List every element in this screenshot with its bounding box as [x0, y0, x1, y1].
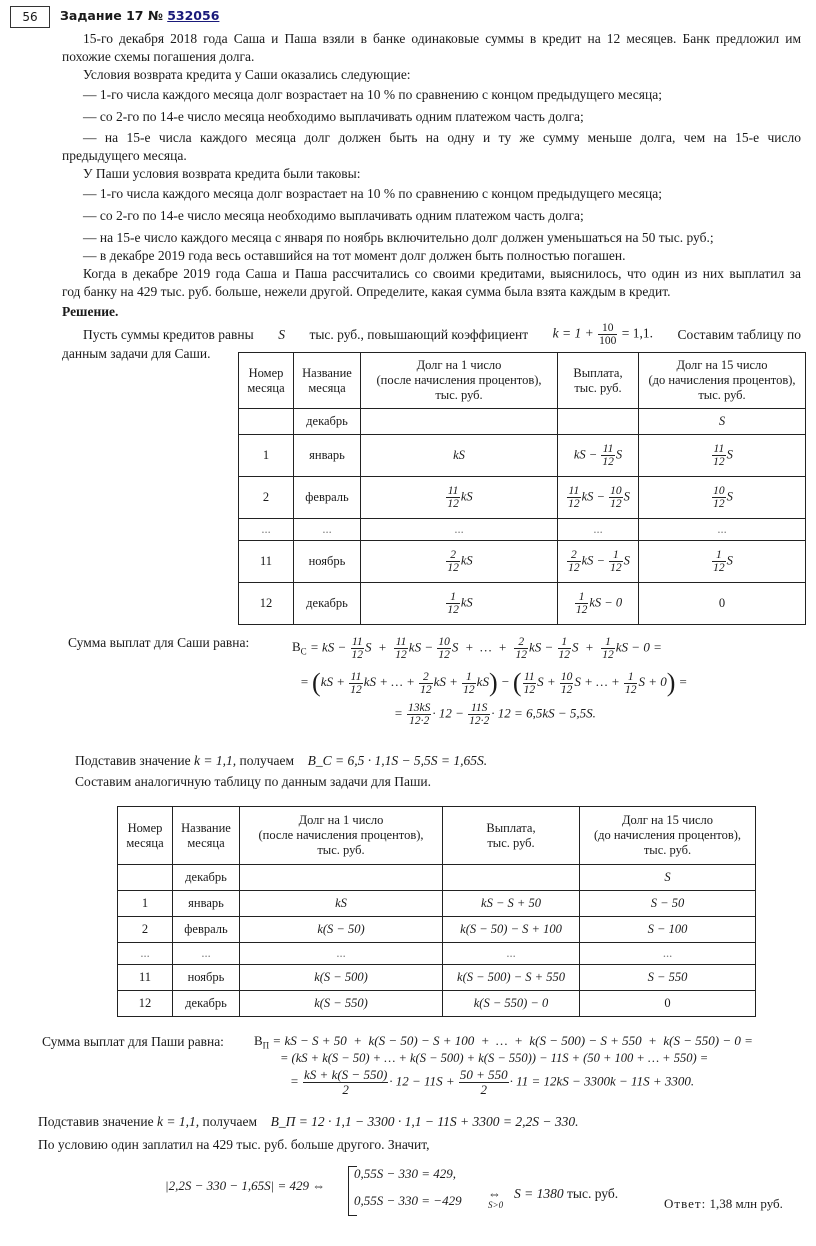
- fraction-denominator: 100: [599, 335, 617, 347]
- task-title: [60, 8, 219, 23]
- problem-line-1: 15-го декабря 2018 года Саша и Паша взяли в банке одинаковые суммы в кредит на 12 месяцев. Банк предложил им: [83, 31, 801, 46]
- cell-month: декабрь: [294, 583, 361, 625]
- problem-line-4: — 1-го числа каждого месяца долг возрастает на 10 % по сравнению с концом предыдущего месяца;: [83, 87, 662, 102]
- cell-debt1: $\frac{1}{12}$ kS: [361, 583, 558, 625]
- cell-month: декабрь: [294, 409, 361, 435]
- cell-debt15: 0: [639, 583, 806, 625]
- cell-month: январь: [294, 435, 361, 477]
- table-header-row: [239, 353, 806, 409]
- cell-month: февраль: [294, 477, 361, 519]
- condition-line: По условию один заплатил на 429 тыс. руб. больше другого. Значит,: [38, 1137, 430, 1152]
- subst-get: получаем: [239, 753, 295, 768]
- sasha-equation-2: = (kS + $\frac{11}{12}$ kS + … + $\frac{2}{12}$ kS + $\frac{1}{12}$ kS) − ( $\frac{11}{12}$ S + $\frac{10}{12}$ S + … + $\frac{1}{12}$ S + 0) =: [300, 668, 688, 697]
- intro-formula: [553, 322, 653, 347]
- header-month-name: Название месяца: [173, 807, 240, 865]
- cell-payment: k(S − 550) − 0: [443, 991, 580, 1017]
- cell-payment: k(S − 500) − S + 550: [443, 965, 580, 991]
- cell-month: ...: [294, 519, 361, 541]
- cell-debt1: $\frac{2}{12}$ kS: [361, 541, 558, 583]
- intro-text-c: Составим таблицу по: [677, 326, 801, 342]
- problem-number-box: 56: [10, 6, 50, 28]
- intro-fraction: [598, 322, 617, 347]
- cell-month: февраль: [173, 917, 240, 943]
- table-row: [118, 965, 756, 991]
- table-row: [118, 917, 756, 943]
- intro-formula-rhs: = 1,1.: [621, 325, 653, 341]
- cell-month: январь: [173, 891, 240, 917]
- cell-month: декабрь: [173, 991, 240, 1017]
- final-result-unit: тыс. руб.: [567, 1186, 619, 1201]
- cell-payment: ...: [443, 943, 580, 965]
- subst-label: Подставив значение: [75, 753, 191, 768]
- cell-debt15: S: [580, 865, 756, 891]
- intro-formula-lhs: k = 1 +: [552, 325, 594, 341]
- problem-line-8: У Паши условия возврата кредита были таковы:: [83, 166, 361, 181]
- header-debt-1st: Долг на 1 число (после начисления процентов), тыс. руб.: [240, 807, 443, 865]
- cell-payment: $\frac{2}{12}$ kS − $\frac{1}{12}$ S: [558, 541, 639, 583]
- table-row-ellipsis: [118, 943, 756, 965]
- cell-num: 1: [239, 435, 294, 477]
- cell-debt15: 0: [580, 991, 756, 1017]
- cell-payment: kS − $\frac{11}{12}$ S: [558, 435, 639, 477]
- task-id-link[interactable]: 532056: [167, 8, 220, 23]
- problem-line-13: Когда в декабре 2019 года Саша и Паша рассчитались со своими кредитами, выяснилось, что один из них выплатил за: [83, 266, 801, 281]
- cell-debt15: S − 550: [580, 965, 756, 991]
- cell-debt1: [240, 865, 443, 891]
- pasha-table-intro: Составим аналогичную таблицу по данным задачи для Паши.: [75, 774, 431, 789]
- table-row: [118, 865, 756, 891]
- table-row: [239, 583, 806, 625]
- cell-num: [239, 409, 294, 435]
- pasha-result: B_П = 12 · 1,1 − 3300 · 1,1 − 11S + 3300 = 2,2S − 330.: [270, 1114, 579, 1129]
- pasha-sum-label: Сумма выплат для Паши равна:: [42, 1034, 224, 1049]
- cell-num: ...: [118, 943, 173, 965]
- cell-debt15: $\frac{10}{12}$ S: [639, 477, 806, 519]
- cell-debt1: k(S − 500): [240, 965, 443, 991]
- problem-line-5: — со 2-го по 14-е число месяца необходимо выплачивать одним платежом часть долга;: [83, 109, 584, 124]
- table-row: [239, 409, 806, 435]
- table-row-ellipsis: [239, 519, 806, 541]
- cell-debt1: kS: [361, 435, 558, 477]
- cell-debt15: $\frac{11}{12}$ S: [639, 435, 806, 477]
- sasha-result: B_C = 6,5 · 1,1S − 5,5S = 1,65S.: [307, 753, 488, 768]
- cell-num: 2: [239, 477, 294, 519]
- subst-label: Подставив значение: [38, 1114, 154, 1129]
- cell-debt15: S − 50: [580, 891, 756, 917]
- cell-debt15: ...: [580, 943, 756, 965]
- cell-payment: $\frac{11}{12}$ kS − $\frac{10}{12}$ S: [558, 477, 639, 519]
- cell-payment: [558, 409, 639, 435]
- problem-line-9: — 1-го числа каждого месяца долг возрастает на 10 % по сравнению с концом предыдущего месяца;: [83, 186, 662, 201]
- subst-k: k = 1,1,: [156, 1114, 200, 1129]
- sasha-equation-1: $B_C$ = kS − $\frac{11}{12}$ S + $\frac{11}{12}$ kS − $\frac{10}{12}$ S + … + $\frac{2}{12}$ kS − $\frac{1}{12}$ S + $\frac{1}{12}$ kS − 0 =: [292, 636, 662, 661]
- header-debt-1st: Долг на 1 число (после начисления процентов), тыс. руб.: [361, 353, 558, 409]
- header-debt-15th: Долг на 15 число (до начисления процентов), тыс. руб.: [639, 353, 806, 409]
- intro-text-a: Пусть суммы кредитов равны: [83, 326, 254, 342]
- pasha-table: [117, 806, 756, 1017]
- problem-line-3: Условия возврата кредита у Саши оказались следующие:: [83, 67, 411, 82]
- table-row: [118, 991, 756, 1017]
- cell-month: декабрь: [173, 865, 240, 891]
- header-month-name: Название месяца: [294, 353, 361, 409]
- subst-k: k = 1,1,: [193, 753, 237, 768]
- cell-debt15: S: [639, 409, 806, 435]
- cell-debt1: $\frac{11}{12}$ kS: [361, 477, 558, 519]
- final-case-2: 0,55S − 330 = −429: [354, 1193, 462, 1208]
- cell-num: ...: [239, 519, 294, 541]
- cell-payment: kS − S + 50: [443, 891, 580, 917]
- cell-debt15: S − 100: [580, 917, 756, 943]
- cell-num: 12: [239, 583, 294, 625]
- problem-line-11: — на 15-е число каждого месяца с января по ноябрь включительно долг должен уменьшаться на 50 тыс. руб.;: [83, 230, 714, 245]
- table-row: [239, 541, 806, 583]
- cell-num: 11: [118, 965, 173, 991]
- intro-text-d: данным задачи для Саши.: [62, 346, 211, 361]
- problem-line-2: похожие схемы погашения долга.: [62, 49, 255, 64]
- table-row: [239, 435, 806, 477]
- answer-value: 1,38 млн руб.: [709, 1196, 783, 1211]
- cell-payment: $\frac{1}{12}$ kS − 0: [558, 583, 639, 625]
- subst-get: получаем: [202, 1114, 258, 1129]
- cell-month: ноябрь: [173, 965, 240, 991]
- cell-num: 1: [118, 891, 173, 917]
- cell-debt1: ...: [240, 943, 443, 965]
- cell-month: ноябрь: [294, 541, 361, 583]
- problem-line-10: — со 2-го по 14-е число месяца необходимо выплачивать одним платежом часть долга;: [83, 208, 584, 223]
- header-payment: Выплата, тыс. руб.: [558, 353, 639, 409]
- cell-payment: [443, 865, 580, 891]
- problem-line-12: — в декабре 2019 года весь оставшийся на тот момент долг должен быть полностью погашен.: [83, 248, 626, 263]
- problem-line-7: предыдущего месяца.: [62, 148, 187, 163]
- cell-num: 2: [118, 917, 173, 943]
- problem-line-14: год банку на 429 тыс. руб. больше, нежели другой. Определите, какая сумма была взята каждым в кредит.: [62, 284, 671, 299]
- cell-debt1: [361, 409, 558, 435]
- sasha-equation-3: = $\frac{13kS}{12\cdot 2}$ · 12 − $\frac{11S}{12\cdot 2}$ · 12 = 6,5kS − 5,5S.: [394, 702, 596, 727]
- pasha-substitution: [38, 1113, 578, 1131]
- answer: [664, 1196, 783, 1212]
- cell-debt1: k(S − 50): [240, 917, 443, 943]
- final-lhs: |2,2S − 330 − 1,65S| = 429 ⇔: [165, 1178, 326, 1193]
- fraction-numerator: 10: [598, 322, 617, 335]
- cell-debt1: k(S − 550): [240, 991, 443, 1017]
- final-case-1: 0,55S − 330 = 429,: [354, 1166, 457, 1181]
- cell-num: 11: [239, 541, 294, 583]
- cell-payment: k(S − 50) − S + 100: [443, 917, 580, 943]
- sasha-sum-label: Сумма выплат для Саши равна:: [68, 635, 250, 650]
- intro-text-b: тыс. руб., повышающий коэффициент: [309, 326, 529, 342]
- pasha-equation-2: = (kS + k(S − 50) + … + k(S − 500) + k(S − 550)) − 11S + (50 + 100 + … + 550) =: [280, 1051, 709, 1065]
- table-header-row: [118, 807, 756, 865]
- cell-debt1: ...: [361, 519, 558, 541]
- pasha-equation-3: = $\frac{kS + k(S - 550)}{2}$ · 12 − 11S + $\frac{50 + 550}{2}$ · 11 = 12kS − 3300k − 11S + 3300.: [290, 1067, 695, 1097]
- condition-s-positive: S>0: [488, 1200, 504, 1210]
- cell-payment: ...: [558, 519, 639, 541]
- header-payment: Выплата, тыс. руб.: [443, 807, 580, 865]
- table-row: [239, 477, 806, 519]
- solution-heading: Решение.: [62, 304, 119, 319]
- cell-month: ...: [173, 943, 240, 965]
- cell-debt1: kS: [240, 891, 443, 917]
- task-label: Задание 17 №: [60, 8, 163, 23]
- sasha-table: [238, 352, 806, 625]
- final-result: [514, 1186, 618, 1202]
- intro-var: S: [278, 326, 285, 342]
- header-month-number: Номер месяца: [239, 353, 294, 409]
- cell-debt15: ...: [639, 519, 806, 541]
- cell-num: [118, 865, 173, 891]
- cell-debt15: $\frac{1}{12}$ S: [639, 541, 806, 583]
- problem-line-6: — на 15-е числа каждого месяца долг должен быть на одну и ту же сумму меньше долга, чем на 15-е число: [83, 130, 801, 145]
- answer-label: Ответ:: [664, 1196, 707, 1211]
- header-debt-15th: Долг на 15 число (до начисления процентов), тыс. руб.: [580, 807, 756, 865]
- cell-num: 12: [118, 991, 173, 1017]
- sasha-substitution: [75, 752, 487, 770]
- equivalence-arrow: ⇔: [488, 1186, 501, 1201]
- table-row: [118, 891, 756, 917]
- solution-intro: [83, 322, 801, 347]
- final-result-value: S = 1380: [514, 1186, 564, 1201]
- header-month-number: Номер месяца: [118, 807, 173, 865]
- pasha-equation-1: $B_П$ = kS − S + 50 + k(S − 50) − S + 100 + … + k(S − 500) − S + 550 + k(S − 550) − 0 =: [254, 1033, 753, 1051]
